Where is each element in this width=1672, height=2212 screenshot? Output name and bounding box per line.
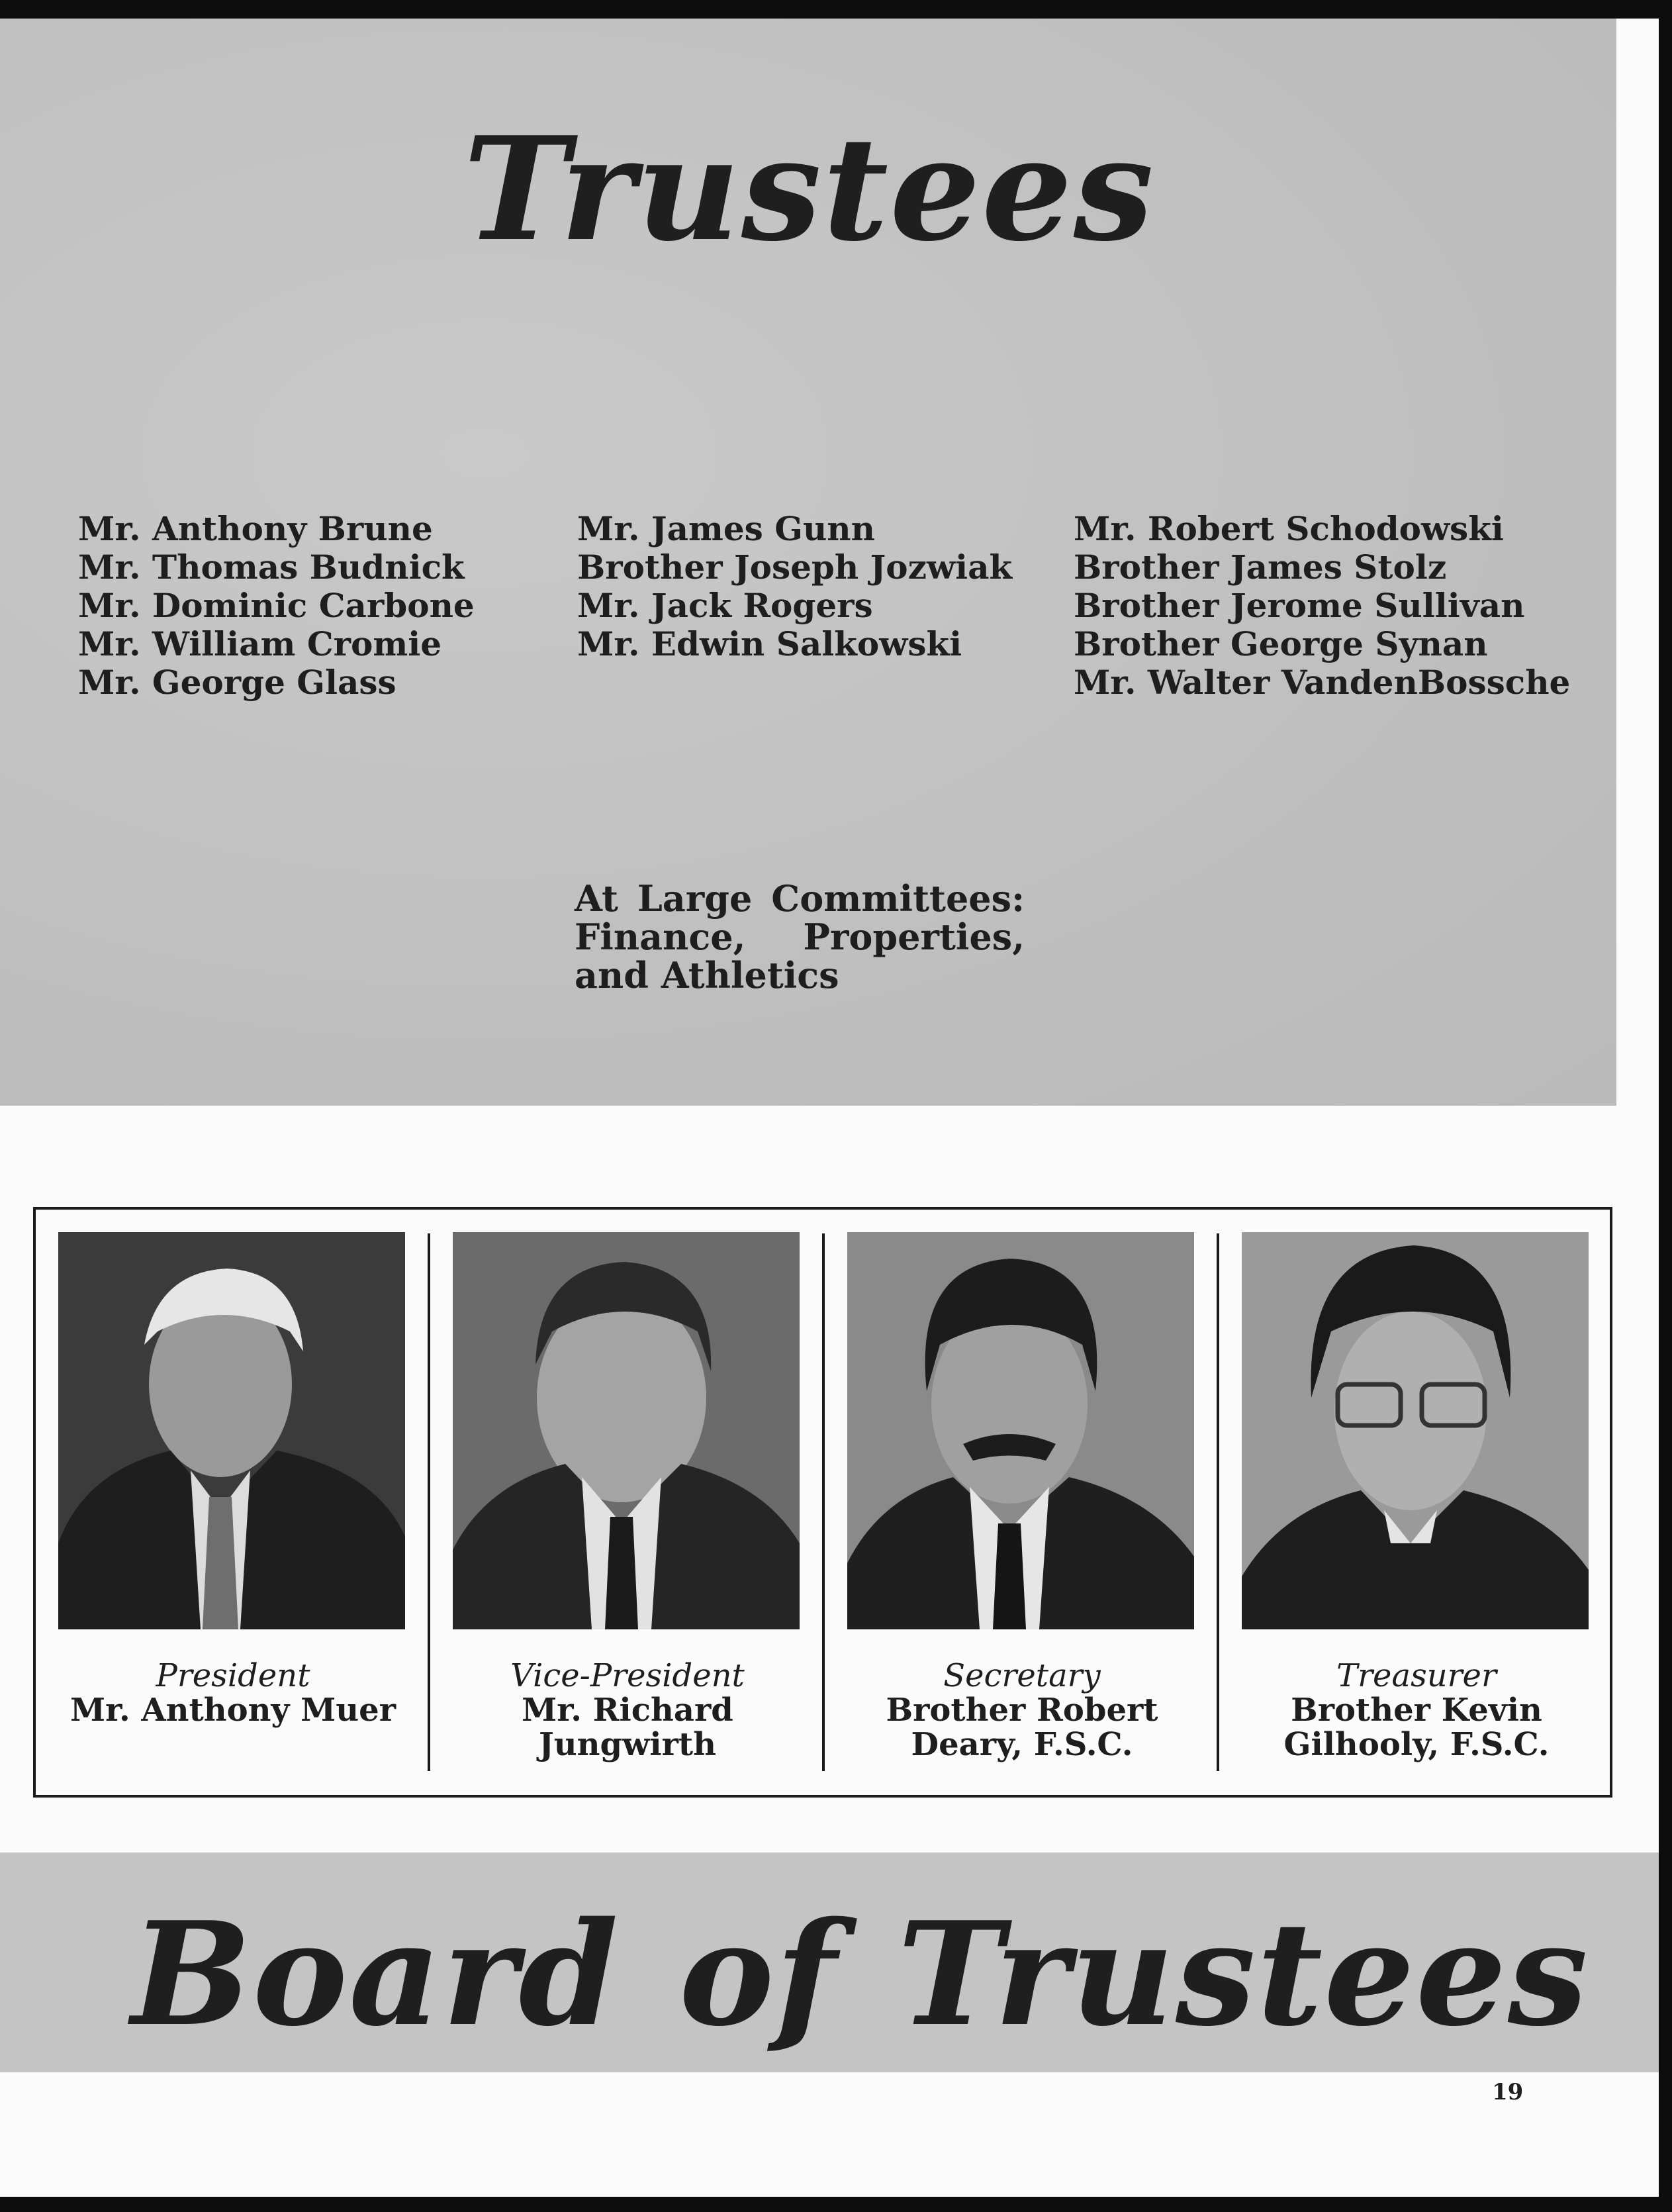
trustee-name: Brother George Synan	[1074, 624, 1488, 663]
trustee-name: Brother James Stolz	[1074, 548, 1447, 587]
officer-photo	[1242, 1232, 1589, 1629]
trustee-name: Mr. Edwin Salkowski	[577, 624, 962, 663]
officer-treasurer	[1219, 1210, 1614, 1795]
board-of-trustees-title	[131, 1890, 1589, 2058]
trustee-name: Mr. George Glass	[78, 663, 396, 702]
officer-caption	[430, 1659, 825, 1762]
trustee-name: Mr. Thomas Budnick	[78, 548, 465, 587]
trustee-name: Mr. Anthony Brune	[78, 509, 433, 548]
officer-caption	[1219, 1659, 1614, 1762]
officer-photo	[58, 1232, 405, 1629]
officer-photo	[453, 1232, 800, 1629]
officers-panel	[33, 1207, 1612, 1798]
officer-president	[36, 1210, 430, 1795]
officer-name: Brother Robert Deary, F.S.C.	[886, 1692, 1158, 1763]
page-title: Trustees	[463, 105, 1155, 273]
yearbook-page	[0, 19, 1659, 2197]
committees-list-end: and Athletics	[575, 954, 839, 996]
officer-role: Secretary	[943, 1657, 1101, 1694]
trustee-name: Brother Jerome Sullivan	[1074, 586, 1525, 625]
trustees-panel	[0, 19, 1616, 1106]
page-number: 19	[1492, 2079, 1524, 2105]
title-word-of: of	[679, 1890, 838, 2058]
trustee-name: Brother Joseph Jozwiak	[577, 548, 1013, 587]
portrait-placeholder-icon	[1242, 1232, 1589, 1629]
portrait-placeholder-icon	[847, 1232, 1194, 1629]
title-word-board: Board	[131, 1890, 620, 2058]
trustee-name: Mr. Robert Schodowski	[1074, 509, 1504, 548]
officer-role: President	[156, 1657, 310, 1694]
trustee-name: Mr. William Cromie	[78, 624, 442, 663]
portrait-placeholder-icon	[453, 1232, 800, 1629]
officer-name: Brother Kevin Gilhooly, F.S.C.	[1283, 1692, 1550, 1763]
portrait-placeholder-icon	[58, 1232, 405, 1629]
officer-role: Treasurer	[1336, 1657, 1497, 1694]
officer-name: Mr. Anthony Muer	[70, 1692, 396, 1729]
title-word-trustees: Trustees	[897, 1890, 1589, 2058]
trustee-name: Mr. Walter VandenBossche	[1074, 663, 1571, 702]
officer-secretary	[825, 1210, 1219, 1795]
trustee-name: Mr. Jack Rogers	[577, 586, 873, 625]
trustee-list-column-2	[577, 510, 1012, 663]
officer-caption	[825, 1659, 1219, 1762]
trustee-list-column-3	[1074, 510, 1570, 702]
trustee-name: Mr. Dominic Carbone	[78, 586, 475, 625]
trustee-name: Mr. James Gunn	[577, 509, 875, 548]
officer-photo	[847, 1232, 1194, 1629]
officer-caption	[36, 1659, 430, 1727]
officer-vice-president	[430, 1210, 825, 1795]
officer-name: Mr. Richard Jungwirth	[522, 1692, 733, 1763]
committees-heading: At Large Committees:	[575, 877, 1025, 920]
officer-role: Vice-President	[510, 1657, 745, 1694]
trustee-list-column-1	[78, 510, 475, 702]
committees-note	[575, 879, 1025, 994]
committees-list: Finance, Properties,	[575, 916, 1025, 958]
